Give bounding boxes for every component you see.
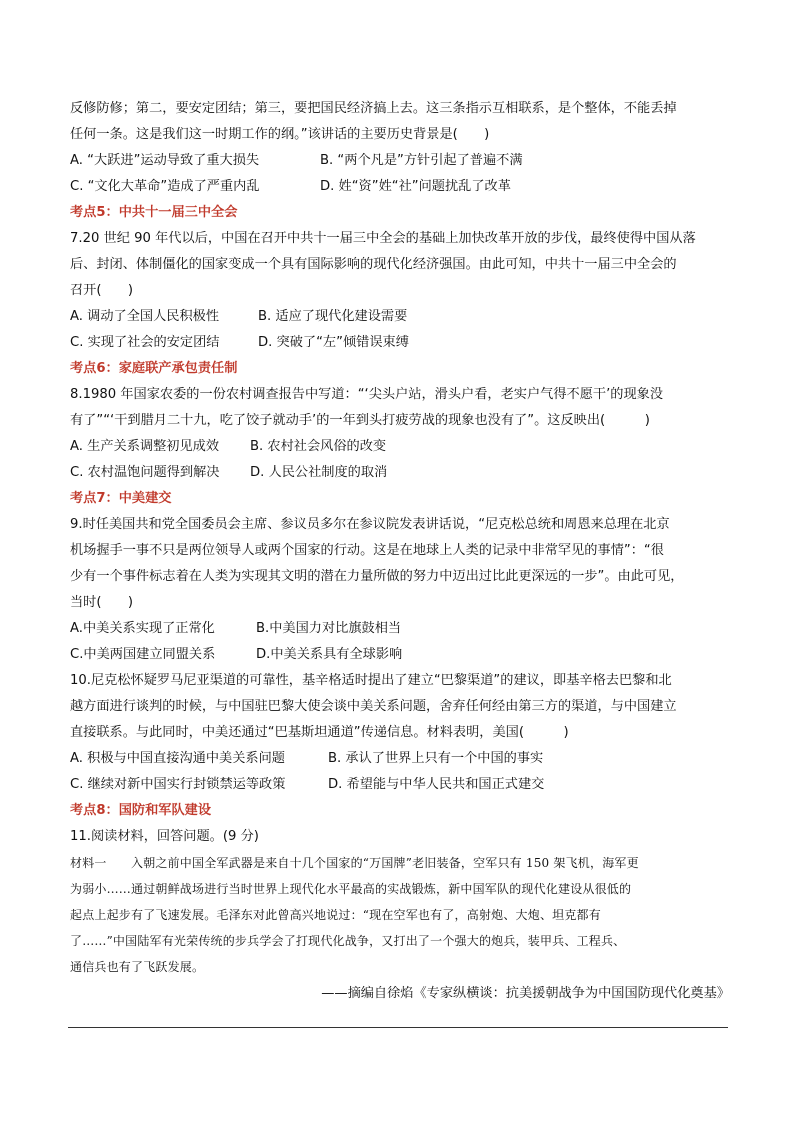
q9-line: 当时( ): [70, 595, 134, 610]
intro-line: 反修防修；第二，要安定团结；第三，要把国民经济搞上去。这三条指示互相联系，是个整体，不能丢掉: [70, 101, 677, 116]
q9-options-row-1: [70, 616, 730, 642]
q7-option-b: B. 适应了现代化建设需要: [258, 309, 408, 324]
q7-line: 召开( ): [70, 283, 134, 298]
q10-line: 直接联系。与此同时，中美还通过“巴基斯坦通道”传递信息。材料表明，美国( ): [70, 725, 569, 740]
q10-options-row-2: [70, 772, 730, 798]
material-line: 材料一 入朝之前中国全军武器是来自十几个国家的“万国牌”老旧装备，空军只有 150 架飞机，海军更: [70, 856, 639, 870]
q7-option-c: C. 实现了社会的安定团结: [70, 335, 220, 350]
q8-options-row-1: [70, 434, 730, 460]
q10-line: 10.尼克松怀疑罗马尼亚渠道的可靠性，基辛格适时提出了建立“巴黎渠道”的建议，即基辛格去巴黎和北: [70, 673, 672, 688]
q8-option-a: A. 生产关系调整初见成效: [70, 439, 220, 454]
material-line: 通信兵也有了飞跃发展。: [70, 960, 205, 974]
q6-options-row-1: [70, 148, 730, 174]
q10-option-d: D. 希望能与中华人民共和国正式建交: [328, 777, 545, 792]
q11-prompt: 11.阅读材料，回答问题。(9 分): [70, 829, 259, 844]
q10-option-c: C. 继续对新中国实行封锁禁运等政策: [70, 777, 286, 792]
material-line: 起点上起步有了飞速发展。毛泽东对此曾高兴地说过：“现在空军也有了，高射炮、大炮、坦克都有: [70, 908, 601, 922]
section-heading-8: 考点8：国防和军队建设: [70, 803, 212, 818]
footer-divider: [68, 1027, 728, 1028]
q9-option-b: B.中美国力对比旗鼓相当: [256, 621, 402, 636]
q7-option-a: A. 调动了全国人民积极性: [70, 309, 220, 324]
q6-option-a: A. “大跃进”运动导致了重大损失: [70, 153, 260, 168]
section-heading-6: 考点6：家庭联产承包责任制: [70, 361, 238, 376]
q9-option-a: A.中美关系实现了正常化: [70, 621, 215, 636]
q9-line: 机场握手一事不只是两位领导人或两个国家的行动。这是在地球上人类的记录中非常罕见的事情”：“很: [70, 543, 664, 558]
q6-option-c: C. “文化大革命”造成了严重内乱: [70, 179, 260, 194]
section-heading-5: 考点5：中共十一届三中全会: [70, 205, 238, 220]
q9-line: 9.时任美国共和党全国委员会主席、参议员多尔在参议院发表讲话说，“尼克松总统和周恩来总理在北京: [70, 517, 670, 532]
q9-options-row-2: [70, 642, 730, 668]
q7-options-row-2: [70, 330, 730, 356]
q8-line: 有了”“‘干到腊月二十九，吃了饺子就动手’的一年到头打疲劳战的现象也没有了”。这反映出( ): [70, 413, 650, 428]
q10-options-row-1: [70, 746, 730, 772]
q8-option-d: D. 人民公社制度的取消: [250, 465, 388, 480]
q8-options-row-2: [70, 460, 730, 486]
q7-option-d: D. 突破了“左”倾错误束缚: [258, 335, 409, 350]
q7-line: 后、封闭、体制僵化的国家变成一个具有国际影响的现代化经济强国。由此可知，中共十一届三中全会的: [70, 257, 677, 272]
q9-line: 少有一个事件标志着在人类为实现其文明的潜在力量所做的努力中迈出过比此更深远的一步”。由此可见，: [70, 569, 684, 584]
q6-option-b: B. “两个凡是”方针引起了普遍不满: [320, 153, 523, 168]
q10-line: 越方面进行谈判的时候，与中国驻巴黎大使会谈中美关系问题，舍弃任何经由第三方的渠道，与中国建立: [70, 699, 677, 714]
q9-option-c: C.中美两国建立同盟关系: [70, 647, 216, 662]
q6-option-d: D. 姓“资”姓“社”问题扰乱了改革: [320, 179, 511, 194]
q7-line: 7.20 世纪 90 年代以后，中国在召开中共十一届三中全会的基础上加快改革开放的步伐，最终使得中国从落: [70, 231, 696, 246]
intro-line: 任何一条。这是我们这一时期工作的纲。”该讲话的主要历史背景是( ): [70, 127, 490, 142]
q8-line: 8.1980 年国家农委的一份农村调查报告中写道：“‘尖头户站，滑头户看，老实户气得不愿干’的现象没: [70, 387, 664, 402]
q8-option-c: C. 农村温饱问题得到解决: [70, 465, 220, 480]
q7-options-row-1: [70, 304, 730, 330]
q6-options-row-2: [70, 174, 730, 200]
material-line: 为弱小……通过朝鲜战场进行当时世界上现代化水平最高的实战锻炼，新中国军队的现代化建设从很低的: [70, 882, 632, 896]
q10-option-b: B. 承认了世界上只有一个中国的事实: [328, 751, 544, 766]
q9-option-d: D.中美关系具有全球影响: [256, 647, 403, 662]
section-heading-7: 考点7：中美建交: [70, 491, 172, 506]
q8-option-b: B. 农村社会风俗的改变: [250, 439, 387, 454]
q10-option-a: A. 积极与中国直接沟通中美关系问题: [70, 751, 285, 766]
material-source: ——摘编自徐焰《专家纵横谈：抗美援朝战争为中国国防现代化奠基》: [321, 986, 730, 1001]
page-content: [70, 96, 730, 1008]
material-line: 了……”中国陆军有光荣传统的步兵学会了打现代化战争，又打出了一个强大的炮兵，装甲兵、工程兵、: [70, 934, 626, 948]
